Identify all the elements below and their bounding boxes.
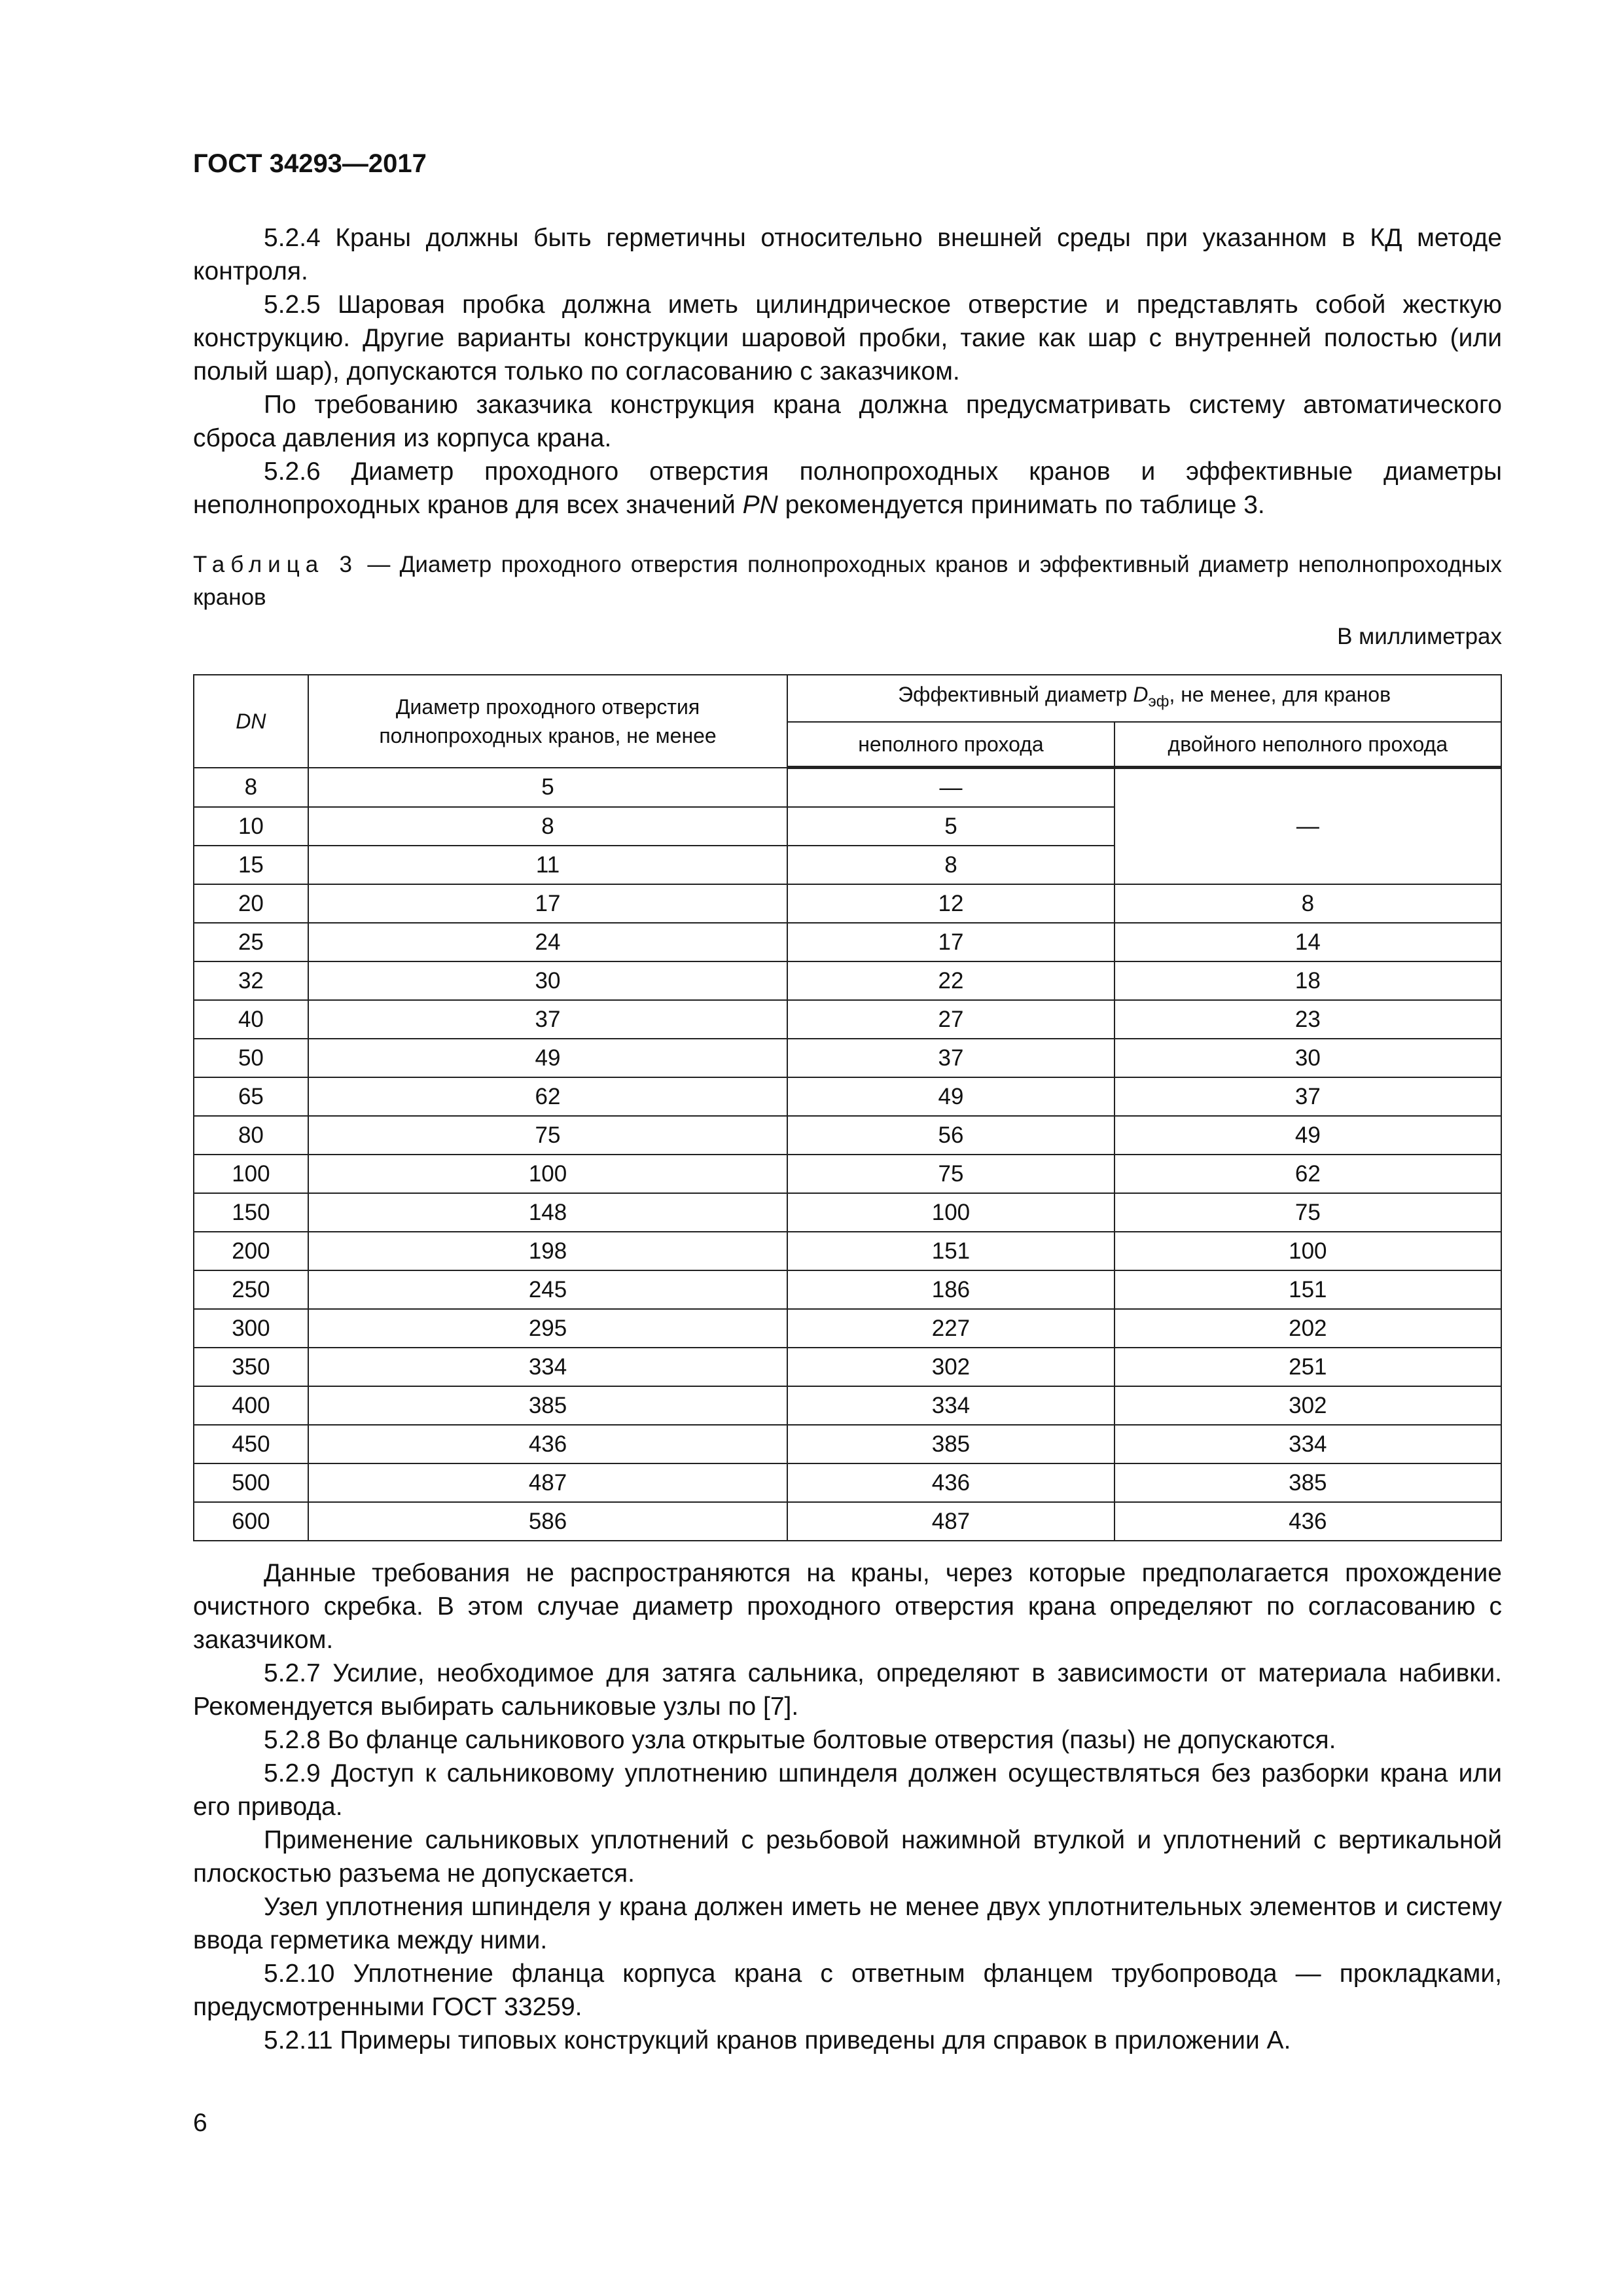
cell-full: 148 bbox=[308, 1193, 787, 1232]
cell-partial: 12 bbox=[787, 884, 1114, 923]
cell-full: 37 bbox=[308, 1000, 787, 1039]
cell-dn: 100 bbox=[194, 1155, 308, 1193]
cell-partial: 8 bbox=[787, 846, 1114, 884]
cell-double: 202 bbox=[1115, 1309, 1501, 1348]
cell-dn: 20 bbox=[194, 884, 308, 923]
cell-full: 30 bbox=[308, 961, 787, 1000]
table-row bbox=[194, 1039, 1501, 1077]
top-text-block bbox=[193, 221, 1502, 522]
cell-double: 334 bbox=[1115, 1425, 1501, 1463]
paragraph-5-2-8: 5.2.8 Во фланце сальникового узла открытые болтовые отверстия (пазы) не допускаются. bbox=[264, 1726, 1336, 1754]
table-row bbox=[194, 1502, 1501, 1541]
header-partial-bore: неполного прохода bbox=[787, 722, 1114, 768]
cell-partial: 186 bbox=[787, 1270, 1114, 1309]
cell-partial: 49 bbox=[787, 1077, 1114, 1116]
table-row bbox=[194, 1425, 1501, 1463]
cell-full: 334 bbox=[308, 1348, 787, 1386]
table-units: В миллиметрах bbox=[1337, 624, 1502, 649]
table-row bbox=[194, 961, 1501, 1000]
paragraph-5-2-7: 5.2.7 Усилие, необходимое для затяга сальника, определяют в зависимости от материала набивки. Рекомендуется выбирать сальниковые узлы по [7]. bbox=[193, 1659, 1502, 1721]
cell-partial: 100 bbox=[787, 1193, 1114, 1232]
header-full-bore: Диаметр проходного отверстия полнопроходных кранов, не менее bbox=[308, 675, 787, 768]
cell-double: 23 bbox=[1115, 1000, 1501, 1039]
cell-dn: 40 bbox=[194, 1000, 308, 1039]
table-row bbox=[194, 1463, 1501, 1502]
cell-partial: 302 bbox=[787, 1348, 1114, 1386]
cell-double: 18 bbox=[1115, 961, 1501, 1000]
table-row bbox=[194, 1155, 1501, 1193]
cell-dn: 150 bbox=[194, 1193, 308, 1232]
table-row bbox=[194, 1000, 1501, 1039]
page-number: 6 bbox=[193, 2109, 207, 2137]
cell-dn: 65 bbox=[194, 1077, 308, 1116]
cell-partial: 75 bbox=[787, 1155, 1114, 1193]
cell-full: 8 bbox=[308, 807, 787, 846]
table-caption-text: — Диаметр проходного отверстия полнопроходных кранов и эффективный диаметр неполнопроходных кранов bbox=[193, 552, 1502, 610]
cell-full: 385 bbox=[308, 1386, 787, 1425]
paragraph-5-2-9: 5.2.9 Доступ к сальниковому уплотнению шпинделя должен осуществляться без разборки крана или его привода. bbox=[193, 1759, 1502, 1821]
cell-partial: 17 bbox=[787, 923, 1114, 961]
table-row bbox=[194, 923, 1501, 961]
cell-double: 436 bbox=[1115, 1502, 1501, 1541]
cell-dn: 200 bbox=[194, 1232, 308, 1270]
cell-dn: 8 bbox=[194, 768, 308, 808]
header-double-partial-bore: двойного неполного прохода bbox=[1115, 722, 1501, 768]
cell-dn: 80 bbox=[194, 1116, 308, 1155]
cell-partial: 27 bbox=[787, 1000, 1114, 1039]
cell-partial: 227 bbox=[787, 1309, 1114, 1348]
cell-double: 302 bbox=[1115, 1386, 1501, 1425]
cell-double: 251 bbox=[1115, 1348, 1501, 1386]
header-dn: DN bbox=[194, 675, 308, 768]
cell-double: 49 bbox=[1115, 1116, 1501, 1155]
cell-full: 100 bbox=[308, 1155, 787, 1193]
cell-partial: 56 bbox=[787, 1116, 1114, 1155]
cell-full: 24 bbox=[308, 923, 787, 961]
cell-full: 198 bbox=[308, 1232, 787, 1270]
cell-partial: 37 bbox=[787, 1039, 1114, 1077]
pn-term: PN bbox=[742, 491, 778, 519]
header-effective-diameter: Эффективный диаметр $D_{эф}$, не менее, для кранов bbox=[787, 675, 1501, 722]
table-caption bbox=[193, 548, 1502, 614]
paragraph-scraper-note: Данные требования не распространяются на краны, через которые предполагается прохождение очистного скребка. В этом случае диаметр проходного отверстия крана определяют по согласованию с заказчиком. bbox=[193, 1559, 1502, 1654]
cell-partial: 22 bbox=[787, 961, 1114, 1000]
cell-dn: 400 bbox=[194, 1386, 308, 1425]
paragraph-gland-seals: Применение сальниковых уплотнений с резьбовой нажимной втулкой и уплотнений с вертикальной плоскостью разъема не допускается. bbox=[193, 1826, 1502, 1888]
cell-dn: 32 bbox=[194, 961, 308, 1000]
paragraph-pressure-release: По требованию заказчика конструкция крана должна предусматривать систему автоматического сброса давления из корпуса крана. bbox=[193, 391, 1502, 452]
cell-double: 75 bbox=[1115, 1193, 1501, 1232]
table-row bbox=[194, 1116, 1501, 1155]
cell-double: 14 bbox=[1115, 923, 1501, 961]
cell-dn: 500 bbox=[194, 1463, 308, 1502]
cell-full: 49 bbox=[308, 1039, 787, 1077]
cell-full: 11 bbox=[308, 846, 787, 884]
table-row bbox=[194, 1077, 1501, 1116]
cell-full: 75 bbox=[308, 1116, 787, 1155]
cell-double: 30 bbox=[1115, 1039, 1501, 1077]
cell-dn: 250 bbox=[194, 1270, 308, 1309]
cell-full: 17 bbox=[308, 884, 787, 923]
cell-double: 37 bbox=[1115, 1077, 1501, 1116]
cell-full: 436 bbox=[308, 1425, 787, 1463]
cell-full: 487 bbox=[308, 1463, 787, 1502]
cell-dn: 50 bbox=[194, 1039, 308, 1077]
cell-dn: 450 bbox=[194, 1425, 308, 1463]
table-row bbox=[194, 1270, 1501, 1309]
paragraph-5-2-10: 5.2.10 Уплотнение фланца корпуса крана с ответным фланцем трубопровода — прокладками, предусмотренными ГОСТ 33259. bbox=[193, 1960, 1502, 2021]
table-row bbox=[194, 884, 1501, 923]
cell-partial: 385 bbox=[787, 1425, 1114, 1463]
cell-partial: 151 bbox=[787, 1232, 1114, 1270]
diameter-table bbox=[193, 674, 1502, 1541]
table-caption-label: Таблица 3 bbox=[193, 552, 359, 577]
cell-double: 100 bbox=[1115, 1232, 1501, 1270]
cell-dn: 15 bbox=[194, 846, 308, 884]
cell-dn: 25 bbox=[194, 923, 308, 961]
table-row bbox=[194, 1309, 1501, 1348]
paragraph-5-2-5: 5.2.5 Шаровая пробка должна иметь цилиндрическое отверстие и представлять собой жесткую конструкцию. Другие варианты конструкции шаровой пробки, такие как шар с внутренней полостью (или полый шар), допускаются только по согласованию с заказчиком. bbox=[193, 291, 1502, 386]
cell-double: 385 bbox=[1115, 1463, 1501, 1502]
cell-double-merged: — bbox=[1115, 768, 1501, 885]
cell-full: 295 bbox=[308, 1309, 787, 1348]
table-row bbox=[194, 1193, 1501, 1232]
paragraph-spindle-seal: Узел уплотнения шпинделя у крана должен иметь не менее двух уплотнительных элементов и систему ввода герметика между ними. bbox=[193, 1893, 1502, 1954]
cell-dn: 350 bbox=[194, 1348, 308, 1386]
paragraph-5-2-4: 5.2.4 Краны должны быть герметичны относительно внешней среды при указанном в КД методе контроля. bbox=[193, 224, 1502, 285]
table-row bbox=[194, 1348, 1501, 1386]
table-row bbox=[194, 1232, 1501, 1270]
cell-partial: 334 bbox=[787, 1386, 1114, 1425]
cell-dn: 600 bbox=[194, 1502, 308, 1541]
table-row bbox=[194, 1386, 1501, 1425]
cell-dn: 300 bbox=[194, 1309, 308, 1348]
cell-double: 8 bbox=[1115, 884, 1501, 923]
cell-partial: 487 bbox=[787, 1502, 1114, 1541]
bottom-text-block bbox=[193, 1556, 1502, 2057]
cell-full: 586 bbox=[308, 1502, 787, 1541]
cell-dn: 10 bbox=[194, 807, 308, 846]
cell-full: 62 bbox=[308, 1077, 787, 1116]
cell-double: 62 bbox=[1115, 1155, 1501, 1193]
cell-partial: — bbox=[787, 768, 1114, 808]
paragraph-5-2-11: 5.2.11 Примеры типовых конструкций кранов приведены для справок в приложении А. bbox=[264, 2026, 1291, 2054]
table-row bbox=[194, 768, 1501, 808]
paragraph-5-2-6: 5.2.6 Диаметр проходного отверстия полнопроходных кранов и эффективные диаметры неполнопроходных кранов для всех значений PN рекомендуется принимать по таблице 3. bbox=[193, 457, 1502, 519]
cell-double: 151 bbox=[1115, 1270, 1501, 1309]
cell-full: 5 bbox=[308, 768, 787, 808]
cell-partial: 436 bbox=[787, 1463, 1114, 1502]
cell-full: 245 bbox=[308, 1270, 787, 1309]
document-header: ГОСТ 34293—2017 bbox=[193, 149, 427, 178]
cell-partial: 5 bbox=[787, 807, 1114, 846]
